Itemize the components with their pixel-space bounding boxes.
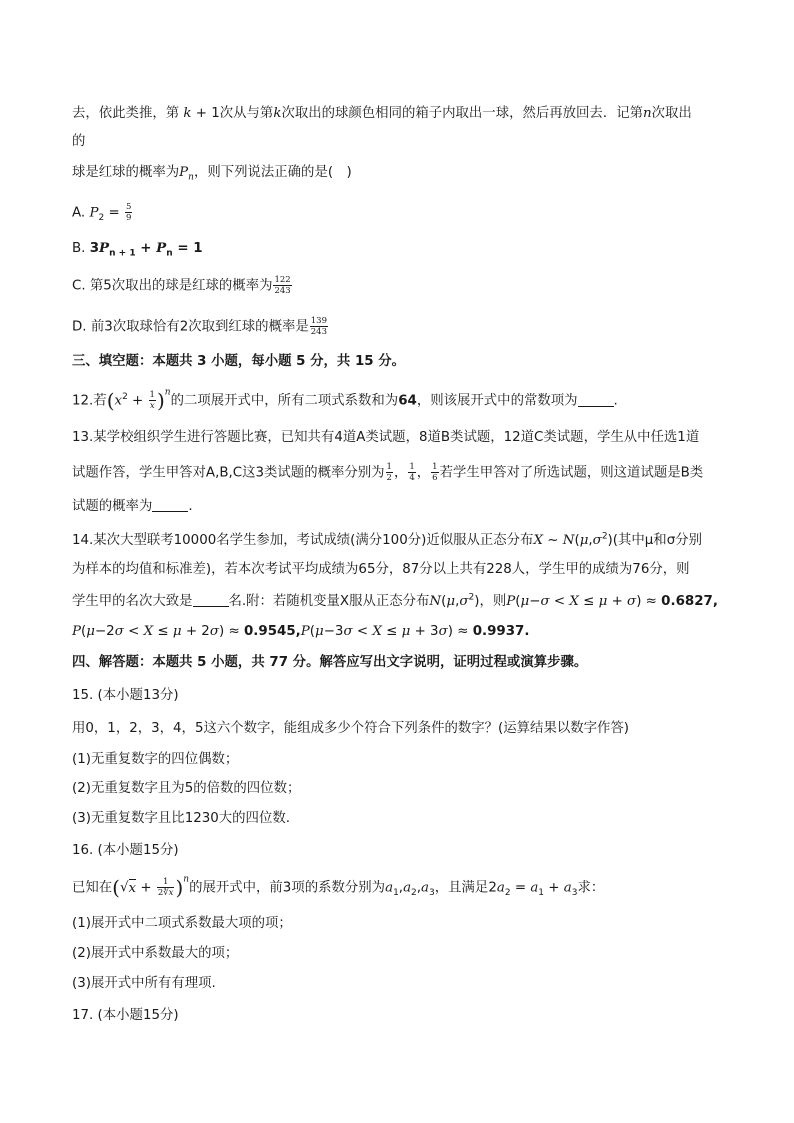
- option-c: C. 第5次取出的球是红球的概率为 $\frac{122}{243}$: [72, 275, 291, 296]
- question-16-part1: (1)展开式中二项式系数最大项的项；: [72, 916, 292, 931]
- option-b: B. $3P_{n + 1} + P_n = 1$: [72, 240, 203, 259]
- answer-blank[interactable]: [193, 592, 229, 607]
- q11-continuation-line1: 去，依此类推，第 k + 1次从与第k次取出的球颜色相同的箱子内取出一球，然后再放回去．记第n次取出: [72, 106, 692, 121]
- answer-blank[interactable]: [578, 392, 614, 407]
- answer-blank[interactable]: [152, 497, 188, 512]
- question-16-header: 16. (本小题15分): [72, 843, 179, 858]
- question-14-line3: 学生甲的名次大致是 名.附：若随机变量X服从正态分布$N(\mu,\sigma^2)$，则P(μ−σ < X ≤ μ + σ) ≈ 0.6827,: [72, 592, 718, 609]
- q11-continuation-line2: 的: [72, 134, 86, 149]
- fraction: $\frac{122}{243}$: [274, 275, 291, 296]
- question-13-line3: 试题的概率为 .: [72, 499, 193, 514]
- question-15-header: 15. (本小题13分): [72, 688, 179, 703]
- option-d: D. 前3次取球恰有2次取到红球的概率是 $\frac{139}{243}$: [72, 316, 327, 337]
- question-16-part2: (2)展开式中系数最大的项；: [72, 946, 239, 961]
- option-a: A. $P_2$ = $\frac{5}{9}$: [72, 202, 132, 224]
- question-13-line1: 13.某学校组织学生进行答题比赛，已知共有4道A类试题，8道B类试题，12道C类试题，学生从中任选1道: [72, 430, 700, 445]
- fraction: $\frac{139}{243}$: [310, 316, 327, 337]
- question-14-line1: 14.某次大型联考10000名学生参加，考试成绩(满分100分)近似服从正态分布X ~ $N(\mu,\sigma^2)$(其中μ和σ分别: [72, 531, 702, 548]
- q11-continuation-line3: 球是红球的概率为$P_n$，则下列说法正确的是( ): [72, 165, 352, 183]
- question-15-stem: 用0，1，2，3，4，5这六个数字，能组成多少个符合下列条件的数字？(运算结果以数字作答): [72, 721, 630, 736]
- section-heading-solve: 四、解答题：本题共 5 小题，共 77 分。解答应写出文字说明，证明过程或演算步骤。: [72, 655, 588, 670]
- question-15-part1: (1)无重复数字的四位偶数；: [72, 752, 239, 767]
- question-14-line4: P(μ−2σ < X ≤ μ + 2σ) ≈ 0.9545,P(μ−3σ < X ≤ μ + 3σ) ≈ 0.9937.: [72, 624, 530, 639]
- question-14-line2: 为样本的均值和标准差)，若本次考试平均成绩为65分，87分以上共有228人，学生甲的成绩为76分，则: [72, 562, 690, 577]
- question-15-part2: (2)无重复数字且为5的倍数的四位数；: [72, 781, 301, 796]
- fraction: $\frac{1}{x}$: [149, 390, 155, 411]
- question-16-part3: (3)展开式中所有有理项.: [72, 976, 216, 991]
- question-15-part3: (3)无重复数字且比1230大的四位数.: [72, 811, 290, 826]
- question-16-stem: 已知在(√x + $\frac{1}{2∜x}$ )$^n$的展开式中，前3项的系数分别为$a_1,a_2,a_3$，且满足$2a_2 = a_1 + a_3$求：: [72, 874, 605, 900]
- section-heading-fill-blank: 三、填空题：本题共 3 小题，每小题 5 分，共 15 分。: [72, 354, 406, 369]
- question-12: 12.若($x^2$ + $\frac{1}{x}$ )$^n$的二项展开式中，所有二项式系数和为64，则该展开式中的常数项为 .: [72, 387, 618, 413]
- fraction: $\frac{5}{9}$: [125, 202, 132, 223]
- question-13-line2: 试题作答，学生甲答对A,B,C这3类试题的概率分别为 $\frac{1}{2}$ ， $\frac{1}{4}$ ， $\frac{1}{6}$ 若学生甲答对了所选试题，则这道试题是B类: [72, 462, 704, 483]
- question-17-header: 17. (本小题15分): [72, 1008, 179, 1023]
